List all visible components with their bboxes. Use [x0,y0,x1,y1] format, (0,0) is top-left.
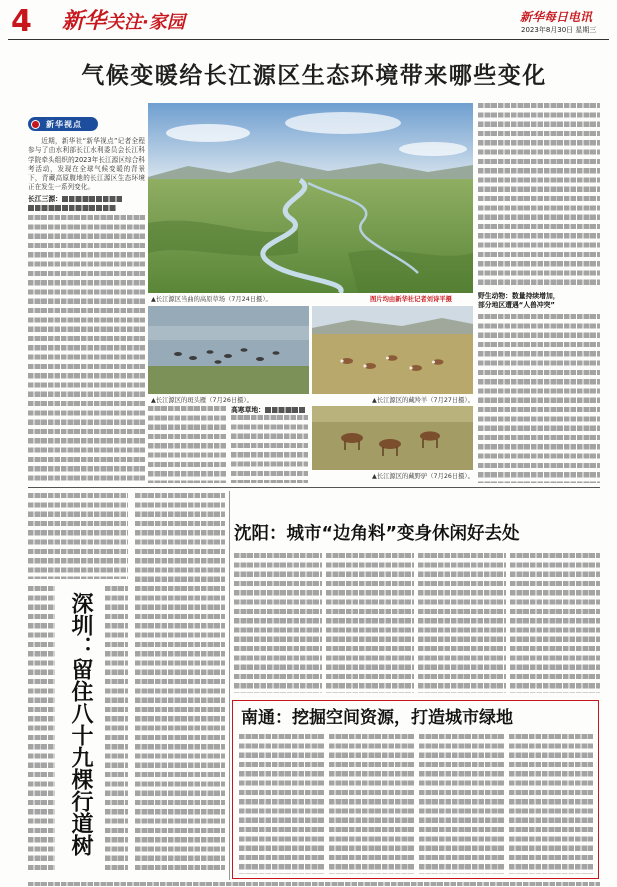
column-divider [229,491,230,880]
antelope-caption: ▲长江源区的藏羚羊（7月27日摄）。 [372,397,474,404]
shenyang-body-text [234,553,322,693]
circle-icon [31,120,40,129]
right-column [478,103,600,483]
issue-date: 2023年8月30日 星期三 [521,26,597,34]
geese-caption: ▲长江源区的斑头雁（7月26日摄）。 [151,397,253,404]
left-column [28,137,145,483]
subhead-alpine-grassland [231,406,308,415]
badge-label: 新华视点 [46,119,82,129]
cloud [399,142,467,156]
page-number: 4 [11,4,32,39]
shore [148,366,309,394]
reflection [148,326,309,340]
header-rule [8,39,609,40]
shenzhen-body-text [105,586,128,874]
subhead-text [28,205,116,211]
grassland [312,334,473,394]
shenzhen-title: 深圳：留住八十九棵行道树 [68,592,93,856]
body-text [478,314,600,483]
subhead-text [62,196,122,202]
shenzhen-body-text [28,586,55,874]
nantong-body-text [329,734,415,874]
subhead-alpine-grassland-label: 高寒草地： [231,406,265,414]
main-headline: 气候变暖给长江源区生态环境带来哪些变化 [81,63,547,89]
shenzhen-body-text [135,493,225,874]
section-divider [28,487,600,488]
nantong-body-text [509,734,593,874]
body-text [478,103,600,289]
subhead-line [28,204,145,213]
main-photo-caption: ▲长江源区当曲的高原草场（7月24日摄）。 [151,296,272,303]
subhead-three-sources-label: 长江三源： [28,194,62,203]
cloud [285,112,401,134]
nantong-body-text [419,734,505,874]
shenyang-body-text [326,553,414,693]
body-text [148,406,226,483]
geese-photo [148,306,309,394]
nantong-title: 南通：挖掘空间资源，打造城市绿地 [241,708,513,728]
shenzhen-body-text [28,493,128,579]
subhead-wildlife: 野生动物：数量持续增加， [478,292,560,300]
antelope-photo [312,306,473,394]
lead-paragraph: 近期，新华社“新华视点”记者全程参与了由水利部长江水利委员会长江科学院牵头组织的2023年长江源区综合科考活动，发现在全球气候变暖的背景下，青藏高原腹地的长江源区生态环境正在发生一系列变化。 [28,137,145,192]
body-text [28,215,145,483]
cloud [166,124,250,142]
donkey-photo [312,406,473,470]
shenyang-body-text [418,553,506,693]
shenyang-title: 沈阳：城市“边角料”变身休闲好去处 [234,524,520,544]
section-logo-name: 关注·家园 [106,12,185,33]
subhead-wildlife-conflict: 部分地区遭遇“人兽冲突” [478,301,555,310]
subhead-three-sources [28,195,145,204]
section-logo-brand: 新华 [62,9,107,34]
masthead: 新华每日电讯 [520,10,593,24]
footer-fine-print [28,882,600,886]
section-logo [62,10,185,35]
dark-patch [348,250,473,293]
nantong-body-text [239,734,325,874]
grassland-photo [148,103,473,293]
far-grass [312,406,473,422]
xinhua-viewpoint-badge [28,117,98,131]
grassland-section [231,406,308,483]
donkey-caption: ▲长江源区的藏野驴（7月26日摄）。 [372,473,474,480]
subhead-text [265,407,305,413]
shenyang-body-text [510,553,600,693]
photo-credit: 图片均由新华社记者刘诗平摄 [370,296,452,303]
body-text [231,415,308,483]
